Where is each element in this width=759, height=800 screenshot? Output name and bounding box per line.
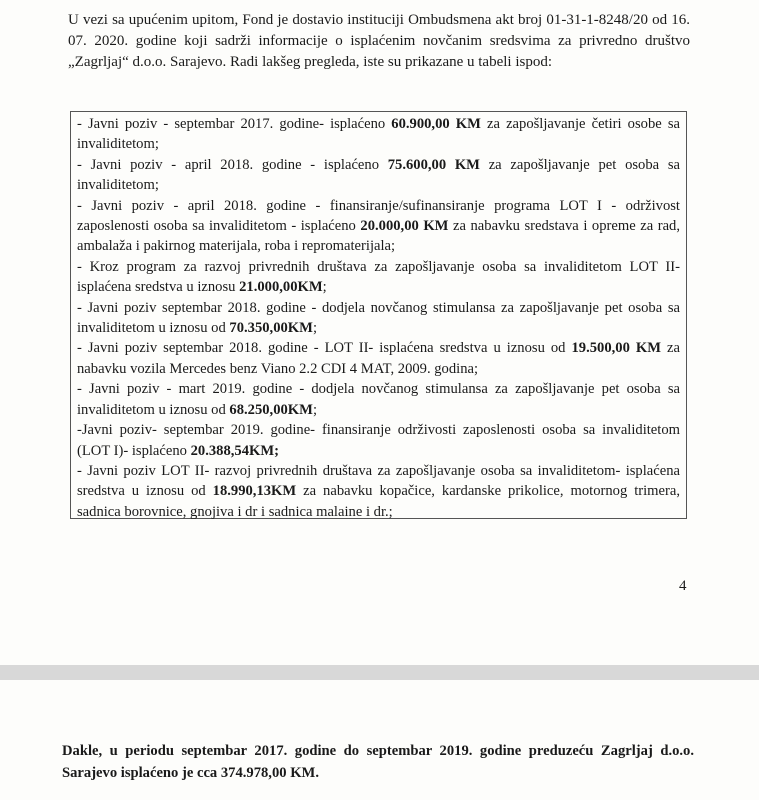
payment-item bbox=[77, 298, 680, 339]
payment-amount: 70.350,00KM bbox=[229, 320, 313, 337]
payment-item-text-end: za nabavku sredstava i opreme za rad, ambalaža i pakirnog materijala, roba i repromaterijala; bbox=[77, 218, 680, 255]
payment-item-text: - Javni poziv septembar 2018. godine - LOT II- isplaćena sredstva u iznosu od bbox=[77, 340, 572, 357]
payment-item-text: - Javni poziv - april 2018. godine - finansiranje/sufinansiranje programa LOT I - održivost zaposlenosti osoba sa invaliditetom - isplaćeno bbox=[77, 197, 680, 235]
payment-item bbox=[77, 196, 680, 257]
payment-amount: 18.990,13KM bbox=[212, 483, 297, 500]
summary-paragraph: Dakle, u periodu septembar 2017. godine do septembar 2019. godine preduzeću Zagrljaj d.o.o. Sarajevo isplaćeno je cca 374.978,00 KM. bbox=[62, 743, 694, 781]
page-number: 4 bbox=[679, 578, 687, 594]
document-page-2 bbox=[0, 680, 759, 800]
payment-item-text-end: za nabavku vozila Mercedes benz Viano 2.2 CDI 4 MAT, 2009. godina; bbox=[77, 340, 681, 377]
payment-item bbox=[77, 155, 680, 196]
payment-amount: 21.000,00KM bbox=[239, 279, 323, 296]
payment-item-text: - Javni poziv - april 2018. godine - isplaćeno bbox=[77, 156, 388, 173]
payment-amount: 20.388,54KM; bbox=[190, 442, 279, 459]
payment-item-text-end: ; bbox=[312, 401, 317, 418]
payment-amount: 19.500,00 KM bbox=[571, 340, 662, 357]
payment-item-text: - Kroz program za razvoj privrednih društava za zapošljavanje osoba sa invaliditetom LOT II- isplaćena sredstva u iznosu bbox=[77, 258, 680, 296]
payment-item-text: - Javni poziv septembar 2018. godine - dodjela novčanog stimulansa za zapošljavanje pet osoba sa invaliditetom u iznosu od bbox=[77, 299, 680, 337]
payment-item-text-end: za nabavku kopačice, kardanske prikolice, motornog trimera, sadnica borovnice, gnojiva i dr i sadnica malaine i dr.; bbox=[77, 483, 680, 520]
payment-item-text: - Javni poziv - mart 2019. godine - dodjela novčanog stimulansa za zapošljavanje pet osoba sa invaliditetom u iznosu od bbox=[77, 381, 680, 418]
payment-item bbox=[77, 114, 680, 155]
payment-item-text-end: za zapošljavanje pet osoba sa invaliditetom; bbox=[77, 156, 680, 194]
intro-paragraph: U vezi sa upućenim upitom, Fond je dostavio instituciji Ombudsmena akt broj 01-31-1-8248/20 od 16. 07. 2020. godine koji sadrži informacije o isplaćenim novčanim sredsvima za privredno društvo „Zagrljaj“ d.o.o. Sarajevo. Radi lakšeg pregleda, iste su prikazane u tabeli ispod: bbox=[68, 12, 690, 70]
payment-item bbox=[77, 379, 680, 420]
payment-amount: 75.600,00 KM bbox=[387, 156, 480, 173]
payment-item-text-end: za zapošljavanje četiri osobe sa invaliditetom; bbox=[77, 116, 680, 153]
payments-list bbox=[77, 114, 680, 522]
payment-amount: 20.000,00 KM bbox=[360, 218, 449, 235]
payment-item-text-end: ; bbox=[322, 279, 327, 296]
payment-item-text: - Javni poziv - septembar 2017. godine- isplaćeno bbox=[77, 116, 392, 132]
payment-item-text-end: ; bbox=[312, 320, 317, 337]
payment-amount: 68.250,00KM bbox=[229, 401, 313, 418]
payment-item-text: - Javni poziv LOT II- razvoj privrednih društava za zapošljavanje osoba sa invaliditetom- isplaćena sredstva u iznosu od bbox=[77, 462, 680, 500]
payment-item bbox=[77, 420, 680, 461]
payment-item bbox=[77, 461, 680, 522]
payment-item bbox=[77, 338, 680, 379]
payment-item-text: -Javni poziv- septembar 2019. godine- finansiranje održivosti zaposlenosti osoba sa invaliditetom (LOT I)- isplaćeno bbox=[77, 422, 680, 459]
payment-item bbox=[77, 257, 680, 298]
payments-box bbox=[70, 111, 687, 519]
payment-amount: 60.900,00 KM bbox=[391, 116, 481, 132]
